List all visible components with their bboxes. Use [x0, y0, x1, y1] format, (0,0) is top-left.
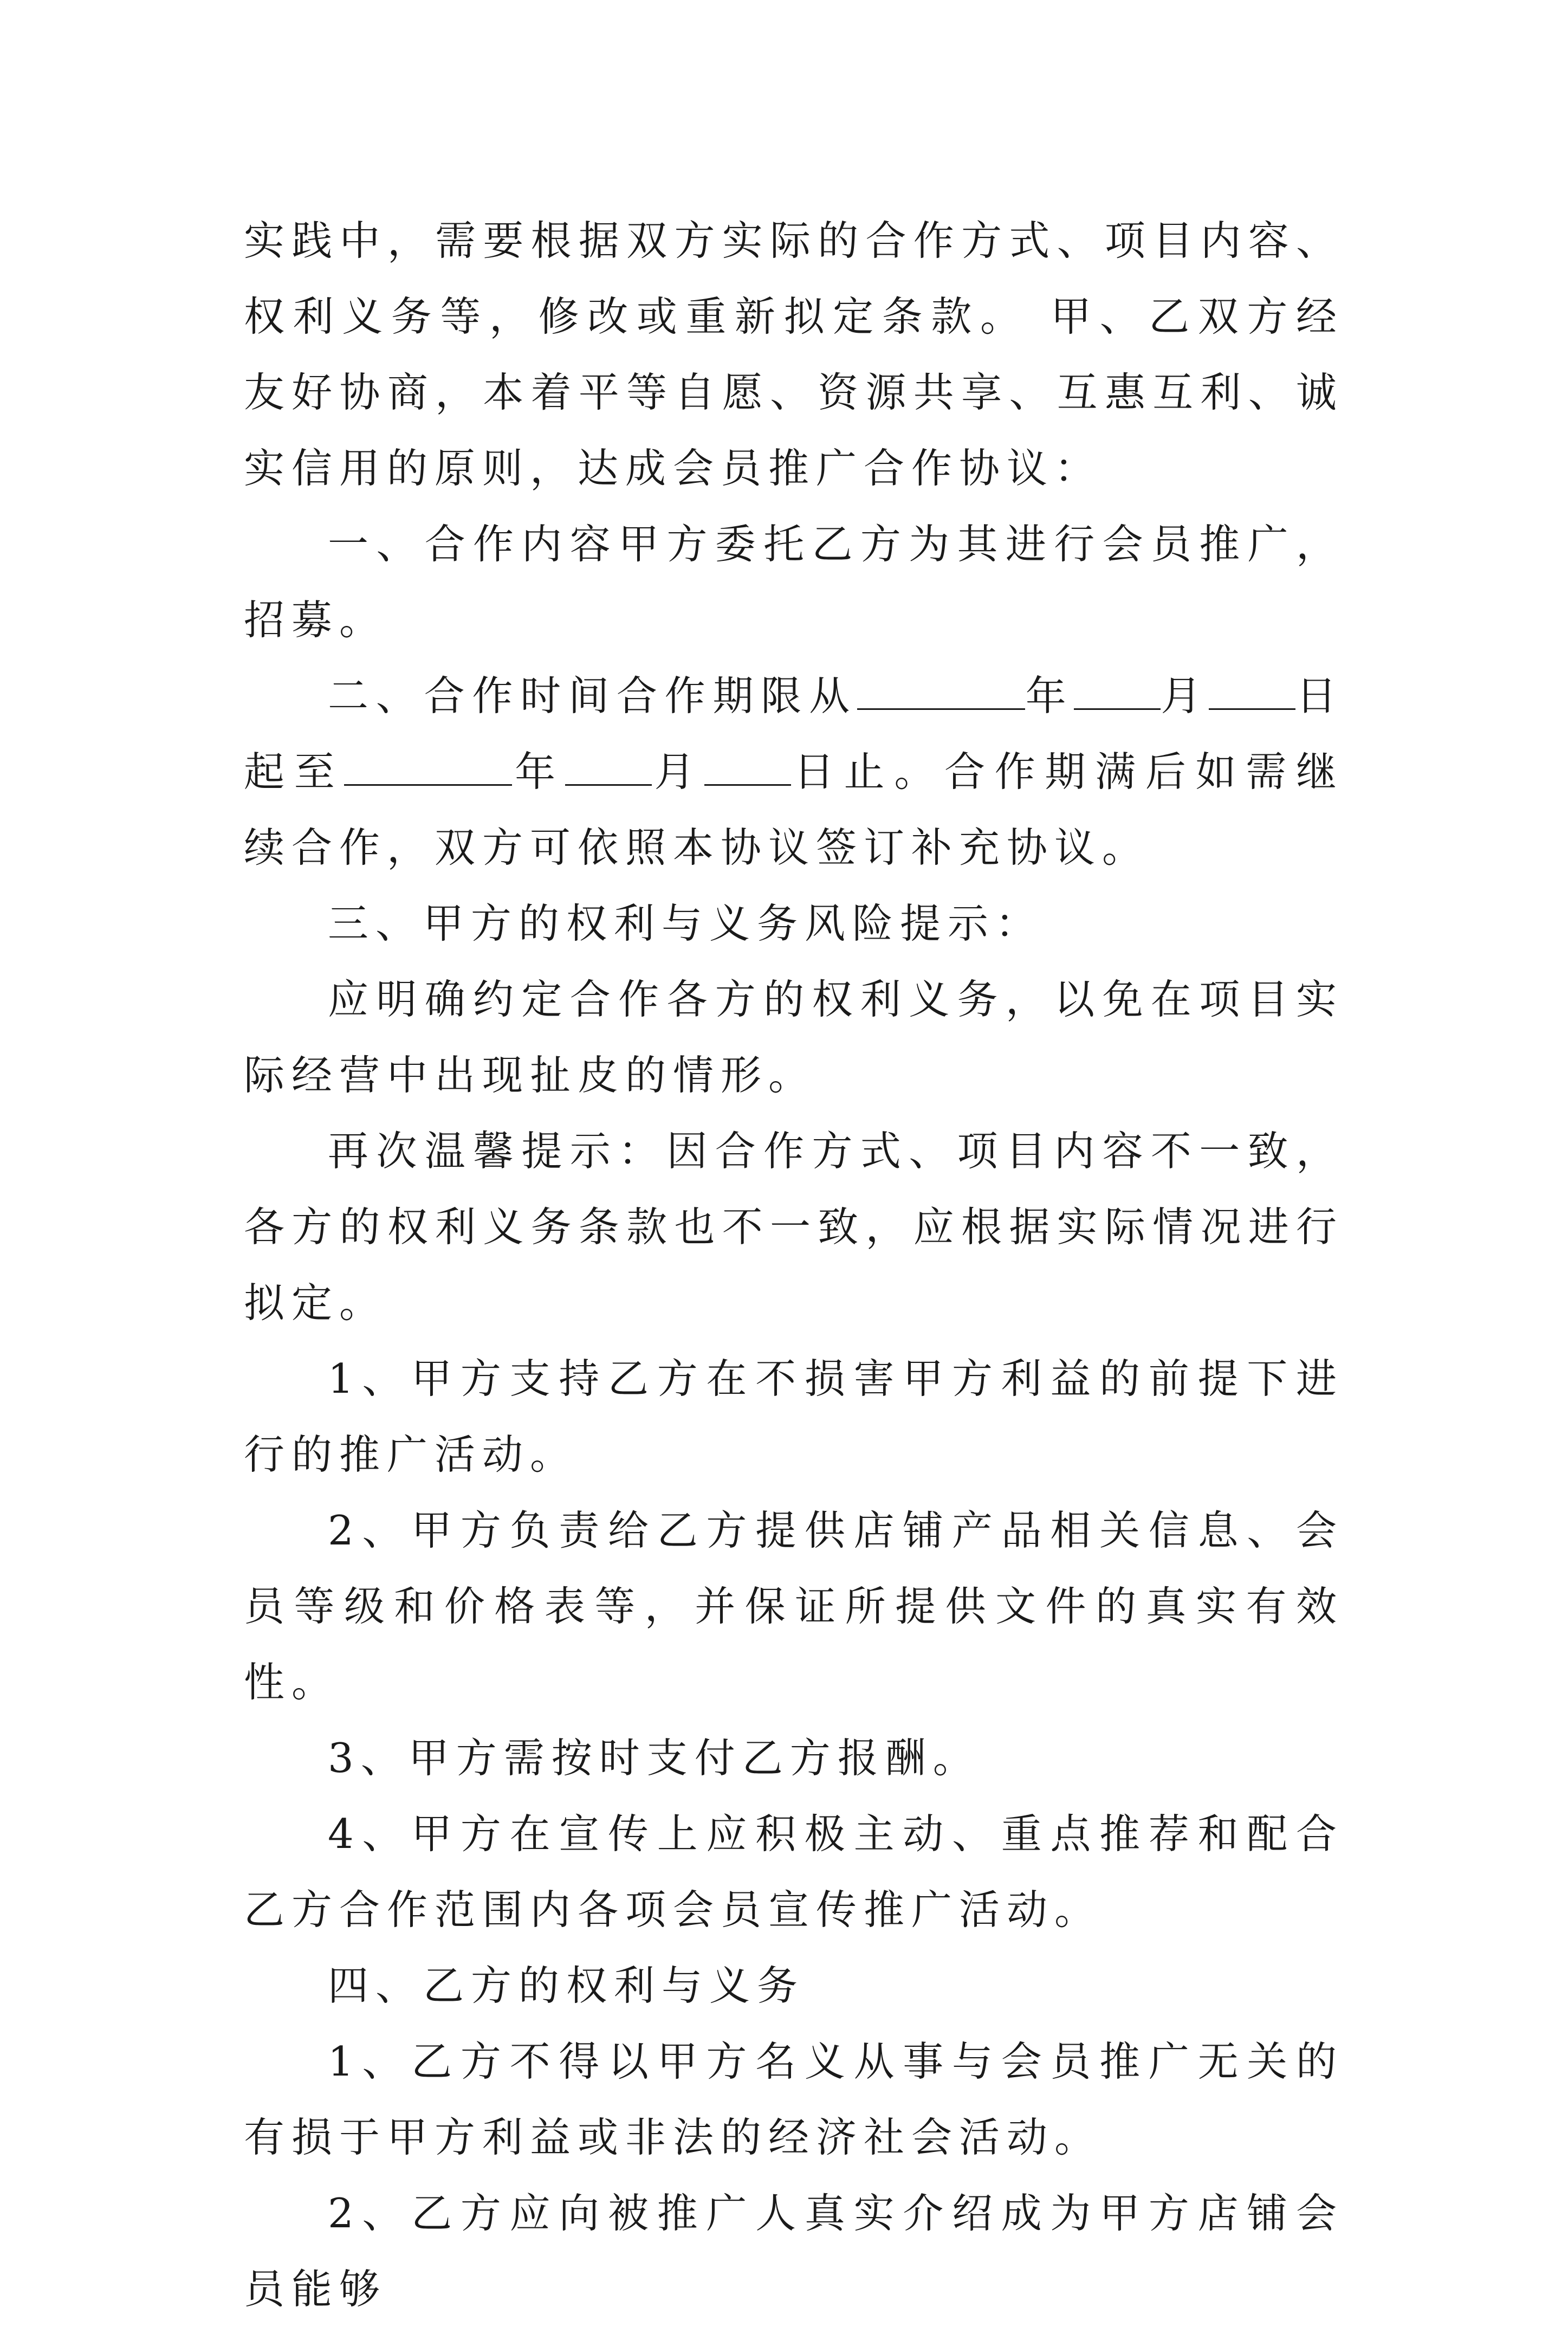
paragraph-cooperation-period — [244, 658, 1344, 885]
period-text-end: 日止。合作期满后如需继续合作，双方可依照本协议签订补充协议。 — [244, 748, 1344, 871]
start-year-blank — [857, 676, 1025, 710]
paragraph-risk-note: 应明确约定合作各方的权利义务，以免在项目实际经营中出现扯皮的情形。 — [244, 975, 1344, 1099]
heading-party-a-rights: 三、甲方的权利与义务风险提示： — [328, 900, 1044, 947]
clause-b-2: 2、乙方应向被推广人真实介绍成为甲方店铺会员能够 — [244, 2189, 1344, 2313]
period-month-label: 月 — [1160, 672, 1209, 720]
clause-a-2: 2、甲方负责给乙方提供店铺产品相关信息、会员等级和价格表等，并保证所提供文件的真实有效性。 — [244, 1507, 1344, 1706]
period-day-to-label: 日起至 — [244, 672, 1344, 796]
end-month-blank — [565, 752, 652, 786]
start-day-blank — [1209, 676, 1295, 710]
period-year-label: 年 — [1025, 672, 1074, 720]
paragraph-cooperation-content: 一、合作内容甲方委托乙方为其进行会员推广，招募。 — [244, 520, 1344, 644]
paragraph-intro: 实践中，需要根据双方实际的合作方式、项目内容、权利义务等，修改或重新拟定条款。 甲、乙双方经友好协商，本着平等自愿、资源共享、互惠互利、诚实信用的原则，达成会员推广合作协议： — [244, 217, 1344, 492]
end-year-blank — [344, 752, 512, 786]
clause-a-1: 1、甲方支持乙方在不损害甲方利益的前提下进行的推广活动。 — [244, 1355, 1344, 1478]
period-end-year-label: 年 — [512, 748, 565, 796]
clause-a-4: 4、甲方在宣传上应积极主动、重点推荐和配合乙方合作范围内各项会员宣传推广活动。 — [244, 1810, 1344, 1934]
period-text-start: 二、合作时间合作期限从 — [328, 672, 857, 720]
clause-a-3: 3、甲方需按时支付乙方报酬。 — [328, 1734, 981, 1782]
clause-b-1: 1、乙方不得以甲方名义从事与会员推广无关的有损于甲方利益或非法的经济社会活动。 — [244, 2038, 1344, 2161]
paragraph-reminder: 再次温馨提示：因合作方式、项目内容不一致，各方的权利义务条款也不一致，应根据实际情况进行拟定。 — [244, 1127, 1344, 1327]
heading-party-b-rights: 四、乙方的权利与义务 — [328, 1962, 805, 2009]
start-month-blank — [1074, 676, 1161, 710]
period-end-month-label: 月 — [651, 748, 705, 796]
end-day-blank — [704, 752, 791, 786]
document-body — [244, 203, 1344, 2327]
